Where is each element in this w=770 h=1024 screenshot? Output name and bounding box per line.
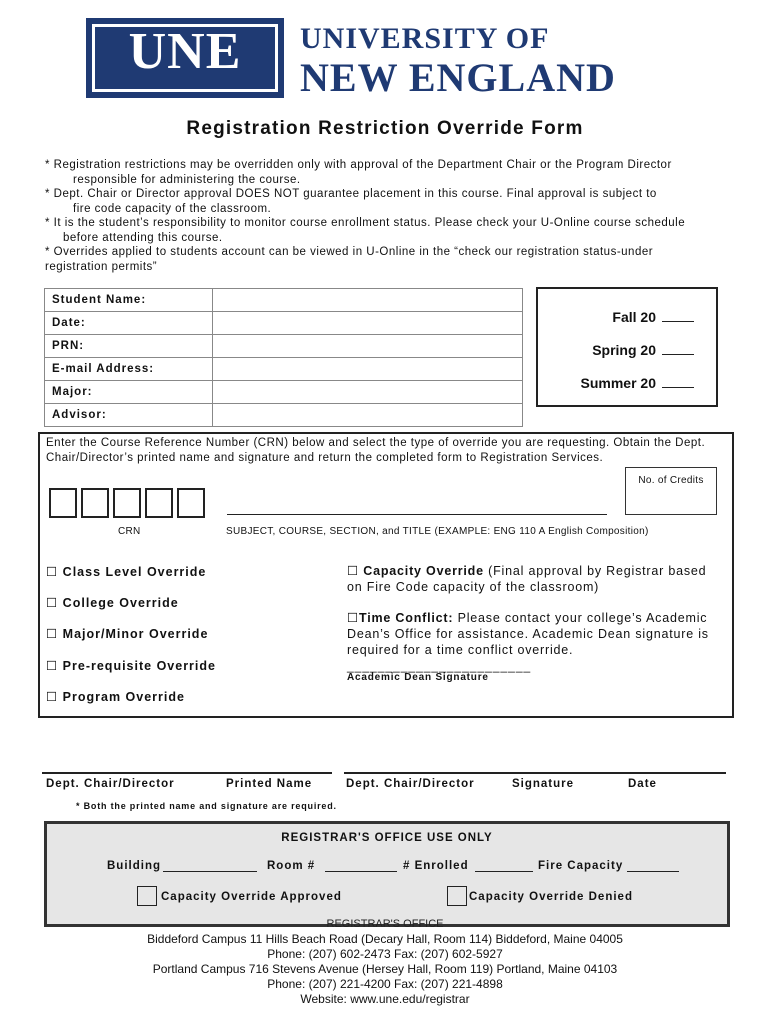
- signature-label: Signature: [512, 778, 575, 790]
- chair-printed-name-line[interactable]: [42, 772, 332, 774]
- advisor-field[interactable]: [213, 404, 523, 427]
- footer-line: Phone: (207) 221-4200 Fax: (207) 221-4898: [267, 977, 503, 991]
- chair-label-2: Dept. Chair/Director: [346, 778, 475, 790]
- footer-line: Biddeford Campus 11 Hills Beach Road (Decary Hall, Room 114) Biddeford, Maine 04005: [147, 932, 623, 946]
- subject-field[interactable]: [227, 514, 607, 515]
- room-field[interactable]: [325, 871, 397, 872]
- fire-capacity-field[interactable]: [627, 871, 679, 872]
- room-label: Room #: [267, 860, 316, 872]
- dean-signature-field[interactable]: ________________________: [347, 659, 532, 673]
- prn-label: PRN:: [45, 335, 213, 358]
- fire-capacity-label: Fire Capacity: [538, 860, 624, 872]
- prn-field[interactable]: [213, 335, 523, 358]
- course-instr-line: Enter the Course Reference Number (CRN) below and select the type of override you are requesting. Obtain the Dept.: [46, 437, 706, 449]
- une-logo-badge: [86, 18, 284, 98]
- note-line: before attending this course.: [63, 231, 223, 244]
- time-conflict-text: Please contact your college’s Academic Dean’s Office for assistance. Academic Dean signature is required for a time conflict override.: [347, 611, 709, 657]
- footer-heading: REGISTRAR'S OFFICE: [326, 918, 444, 930]
- crn-digit-box[interactable]: [49, 488, 77, 518]
- course-section: [38, 432, 734, 718]
- crn-label: CRN: [118, 526, 141, 537]
- note-line: fire code capacity of the classroom.: [73, 202, 272, 215]
- note-line: * Overrides applied to students account can be viewed in U-Online in the “check our registration status-under: [45, 246, 654, 258]
- building-field[interactable]: [163, 871, 257, 872]
- date-field[interactable]: [213, 312, 523, 335]
- logo-abbr: UNE: [128, 23, 242, 80]
- class-level-override-option[interactable]: ☐ Class Level Override: [46, 565, 207, 579]
- email-label: E-mail Address:: [45, 358, 213, 381]
- form-title: Registration Restriction Override Form: [186, 118, 584, 139]
- crn-digit-box[interactable]: [145, 488, 173, 518]
- crn-digit-box[interactable]: [177, 488, 205, 518]
- note-line: registration permits”: [45, 260, 158, 273]
- footer-line: Portland Campus 716 Stevens Avenue (Hersey Hall, Room 119) Portland, Maine 04103: [152, 962, 618, 976]
- building-label: Building: [107, 860, 161, 872]
- program-override-option[interactable]: ☐ Program Override: [46, 690, 185, 704]
- logo-new-england: NEW ENGLAND: [300, 55, 616, 100]
- term-summer-year-field[interactable]: [662, 387, 694, 388]
- printed-name-label: Printed Name: [226, 778, 313, 790]
- enrolled-field[interactable]: [475, 871, 533, 872]
- signature-required-note: * Both the printed name and signature are required.: [76, 801, 337, 811]
- email-field[interactable]: [213, 358, 523, 381]
- term-spring-year-field[interactable]: [662, 354, 694, 355]
- capacity-override-label: ☐ Capacity Override: [347, 564, 484, 578]
- registrar-office-box: [44, 821, 730, 927]
- course-instr-line: Chair/Director’s printed name and signature and return the completed form to Registration Services.: [46, 452, 604, 464]
- student-name-label: Student Name:: [45, 289, 213, 312]
- registrar-title: REGISTRAR'S OFFICE USE ONLY: [281, 832, 493, 844]
- credits-field[interactable]: No. of Credits: [625, 467, 717, 515]
- advisor-label: Advisor:: [45, 404, 213, 427]
- date-label-sig: Date: [628, 778, 657, 790]
- college-override-option[interactable]: ☐ College Override: [46, 596, 179, 610]
- crn-input[interactable]: [49, 488, 205, 518]
- major-label: Major:: [45, 381, 213, 404]
- major-field[interactable]: [213, 381, 523, 404]
- chair-label-1: Dept. Chair/Director: [46, 778, 175, 790]
- prerequisite-override-option[interactable]: ☐ Pre-requisite Override: [46, 659, 216, 673]
- crn-digit-box[interactable]: [81, 488, 109, 518]
- note-line: responsible for administering the course.: [73, 173, 301, 186]
- term-fall-year-field[interactable]: [662, 321, 694, 322]
- instructions-notes: [45, 158, 735, 274]
- logo-university-of: UNIVERSITY OF: [300, 22, 550, 55]
- term-summer: Summer 20: [580, 375, 656, 391]
- dean-signature-label: Academic Dean Signature: [347, 672, 489, 683]
- date-label: Date:: [45, 312, 213, 335]
- subject-label: SUBJECT, COURSE, SECTION, and TITLE (EXAMPLE: ENG 110 A English Composition): [226, 526, 649, 537]
- term-spring: Spring 20: [592, 342, 656, 358]
- student-name-field[interactable]: [213, 289, 523, 312]
- footer-line: Phone: (207) 602-2473 Fax: (207) 602-5927: [267, 947, 503, 961]
- note-line: * Registration restrictions may be overridden only with approval of the Department Chair or the Program Director: [45, 159, 672, 171]
- time-conflict-option[interactable]: [347, 610, 717, 658]
- chair-signature-line[interactable]: [344, 772, 726, 774]
- footer-website[interactable]: Website: www.une.edu/registrar: [300, 992, 470, 1006]
- time-conflict-label: ☐Time Conflict:: [347, 611, 454, 625]
- course-instructions: [46, 436, 726, 466]
- denied-checkbox[interactable]: [447, 886, 467, 906]
- major-minor-override-option[interactable]: ☐ Major/Minor Override: [46, 627, 209, 641]
- term-box: [536, 287, 718, 407]
- student-info-table: [44, 288, 523, 427]
- crn-digit-box[interactable]: [113, 488, 141, 518]
- capacity-override-text: (Final approval by Registrar based on Fire Code capacity of the classroom): [347, 564, 707, 594]
- enrolled-label: # Enrolled: [403, 860, 469, 872]
- term-fall: Fall 20: [612, 309, 656, 325]
- approved-checkbox[interactable]: [137, 886, 157, 906]
- note-line: * It is the student’s responsibility to monitor course enrollment status. Please check your U-Online course schedule: [45, 217, 686, 229]
- note-line: * Dept. Chair or Director approval DOES NOT guarantee placement in this course. Final approval is subject to: [45, 188, 657, 200]
- approved-label: Capacity Override Approved: [161, 891, 342, 903]
- denied-label: Capacity Override Denied: [469, 891, 633, 903]
- capacity-override-option[interactable]: [347, 563, 717, 595]
